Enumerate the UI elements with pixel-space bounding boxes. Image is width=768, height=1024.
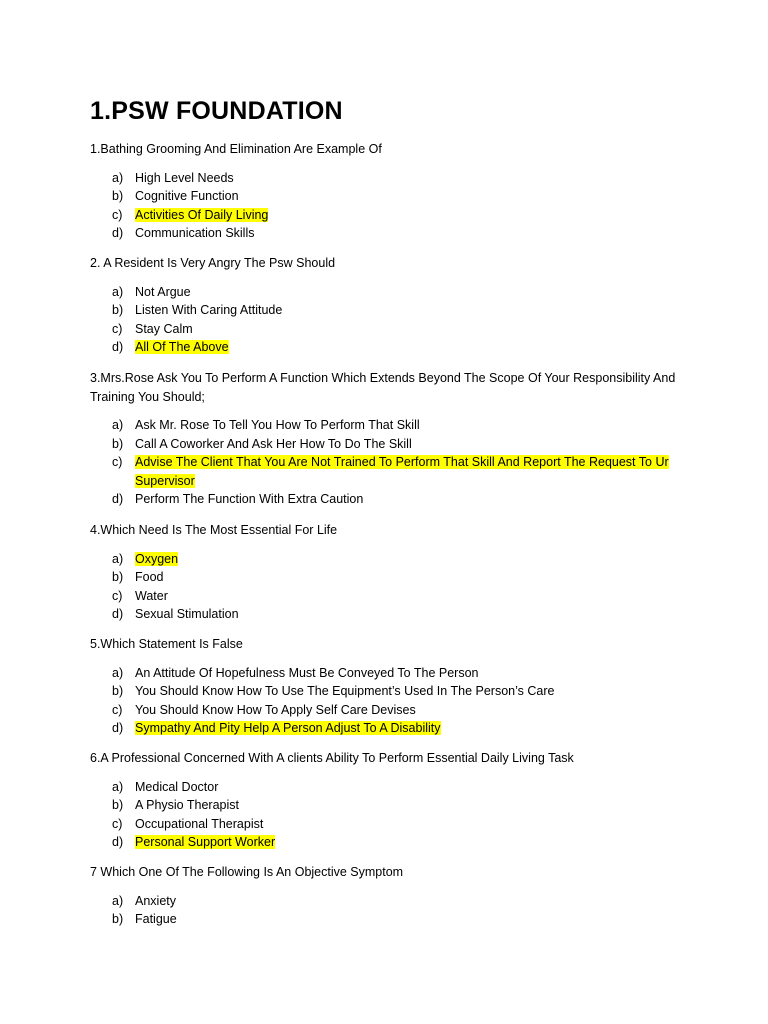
option-item bbox=[90, 778, 690, 797]
option-letter: c) bbox=[112, 588, 123, 603]
option-item-highlighted bbox=[90, 453, 690, 490]
option-letter: c) bbox=[112, 321, 123, 336]
question-1 bbox=[90, 140, 690, 243]
option-letter: d) bbox=[112, 835, 124, 850]
option-item bbox=[90, 910, 690, 929]
option-item-highlighted bbox=[90, 338, 690, 357]
option-text: You Should Know How To Use The Equipment’s Used In The Person’s Care bbox=[135, 684, 555, 699]
option-letter: d) bbox=[112, 607, 124, 622]
option-text-highlighted: Activities Of Daily Living bbox=[135, 207, 269, 222]
option-text: Communication Skills bbox=[135, 226, 255, 241]
option-letter: a) bbox=[112, 893, 124, 908]
option-text-highlighted: Sympathy And Pity Help A Person Adjust To A Disability bbox=[135, 721, 441, 736]
option-letter: b) bbox=[112, 684, 124, 699]
option-text: An Attitude Of Hopefulness Must Be Conveyed To The Person bbox=[135, 665, 479, 680]
option-text-highlighted: Oxygen bbox=[135, 551, 179, 566]
option-letter: c) bbox=[112, 702, 123, 717]
question-text: 4.Which Need Is The Most Essential For Life bbox=[90, 523, 338, 537]
option-letter: b) bbox=[112, 189, 124, 204]
option-letter: d) bbox=[112, 340, 124, 355]
option-list bbox=[90, 892, 690, 929]
option-text: Sexual Stimulation bbox=[135, 607, 239, 622]
option-text: Stay Calm bbox=[135, 321, 193, 336]
option-item bbox=[90, 796, 690, 815]
option-item bbox=[90, 568, 690, 587]
option-letter: a) bbox=[112, 284, 124, 299]
option-item bbox=[90, 301, 690, 320]
option-letter: b) bbox=[112, 436, 124, 451]
option-item bbox=[90, 701, 690, 720]
option-text: You Should Know How To Apply Self Care Devises bbox=[135, 702, 416, 717]
option-text: A Physio Therapist bbox=[135, 798, 239, 813]
option-item bbox=[90, 682, 690, 701]
option-text: Fatigue bbox=[135, 912, 177, 927]
option-item bbox=[90, 664, 690, 683]
option-text: Food bbox=[135, 570, 164, 585]
question-text: 7 Which One Of The Following Is An Objective Symptom bbox=[90, 865, 404, 879]
option-item bbox=[90, 892, 690, 911]
question-3 bbox=[90, 369, 690, 509]
option-letter: a) bbox=[112, 170, 124, 185]
option-letter: b) bbox=[112, 798, 124, 813]
option-letter: d) bbox=[112, 492, 124, 507]
option-text-highlighted: All Of The Above bbox=[135, 340, 229, 355]
question-text: 1.Bathing Grooming And Elimination Are Example Of bbox=[90, 142, 382, 156]
option-letter: d) bbox=[112, 721, 124, 736]
option-item-highlighted bbox=[90, 206, 690, 225]
question-text: 3.Mrs.Rose Ask You To Perform A Function Which Extends Beyond The Scope Of Your Responsibility And Training You Should; bbox=[90, 371, 676, 404]
question-text: 5.Which Statement Is False bbox=[90, 637, 243, 651]
option-letter: b) bbox=[112, 303, 124, 318]
question-text: 6.A Professional Concerned With A clients Ability To Perform Essential Daily Living Task bbox=[90, 751, 574, 765]
question-6 bbox=[90, 749, 690, 852]
option-item bbox=[90, 169, 690, 188]
option-letter: c) bbox=[112, 207, 123, 222]
option-list bbox=[90, 550, 690, 624]
option-text: Call A Coworker And Ask Her How To Do The Skill bbox=[135, 436, 412, 451]
question-2 bbox=[90, 254, 690, 357]
option-text: High Level Needs bbox=[135, 170, 234, 185]
option-item bbox=[90, 187, 690, 206]
option-list bbox=[90, 664, 690, 738]
option-text: Ask Mr. Rose To Tell You How To Perform That Skill bbox=[135, 418, 420, 432]
option-item bbox=[90, 490, 690, 509]
option-item bbox=[90, 435, 690, 454]
question-5 bbox=[90, 635, 690, 738]
option-text: Occupational Therapist bbox=[135, 816, 264, 831]
option-list bbox=[90, 416, 690, 509]
option-item bbox=[90, 605, 690, 624]
option-item-highlighted bbox=[90, 833, 690, 852]
question-7 bbox=[90, 863, 690, 929]
option-text: Cognitive Function bbox=[135, 189, 239, 204]
option-list bbox=[90, 283, 690, 357]
option-text: Perform The Function With Extra Caution bbox=[135, 492, 364, 507]
option-item bbox=[90, 416, 690, 435]
option-letter: b) bbox=[112, 570, 124, 585]
option-list bbox=[90, 169, 690, 243]
option-letter: c) bbox=[112, 455, 123, 470]
option-letter: a) bbox=[112, 418, 124, 432]
option-text: Listen With Caring Attitude bbox=[135, 303, 283, 318]
option-list bbox=[90, 778, 690, 852]
option-text: Water bbox=[135, 588, 168, 603]
option-letter: a) bbox=[112, 665, 124, 680]
option-text: Medical Doctor bbox=[135, 779, 219, 794]
option-letter: d) bbox=[112, 226, 124, 241]
option-letter: b) bbox=[112, 912, 124, 927]
option-item bbox=[90, 587, 690, 606]
option-letter: a) bbox=[112, 551, 124, 566]
option-item-highlighted bbox=[90, 550, 690, 569]
option-text: Not Argue bbox=[135, 284, 191, 299]
option-letter: c) bbox=[112, 816, 123, 831]
option-text-highlighted: Advise The Client That You Are Not Trained To Perform That Skill And Report The Request To Ur Supervisor bbox=[135, 455, 669, 488]
option-item bbox=[90, 283, 690, 302]
option-item-highlighted bbox=[90, 719, 690, 738]
option-item bbox=[90, 224, 690, 243]
option-item bbox=[90, 320, 690, 339]
document-title: 1.PSW FOUNDATION bbox=[90, 97, 343, 125]
question-4 bbox=[90, 521, 690, 624]
question-text: 2. A Resident Is Very Angry The Psw Should bbox=[90, 256, 336, 270]
option-letter: a) bbox=[112, 779, 124, 794]
option-text-highlighted: Personal Support Worker bbox=[135, 835, 276, 850]
option-text: Anxiety bbox=[135, 893, 176, 908]
option-item bbox=[90, 815, 690, 834]
